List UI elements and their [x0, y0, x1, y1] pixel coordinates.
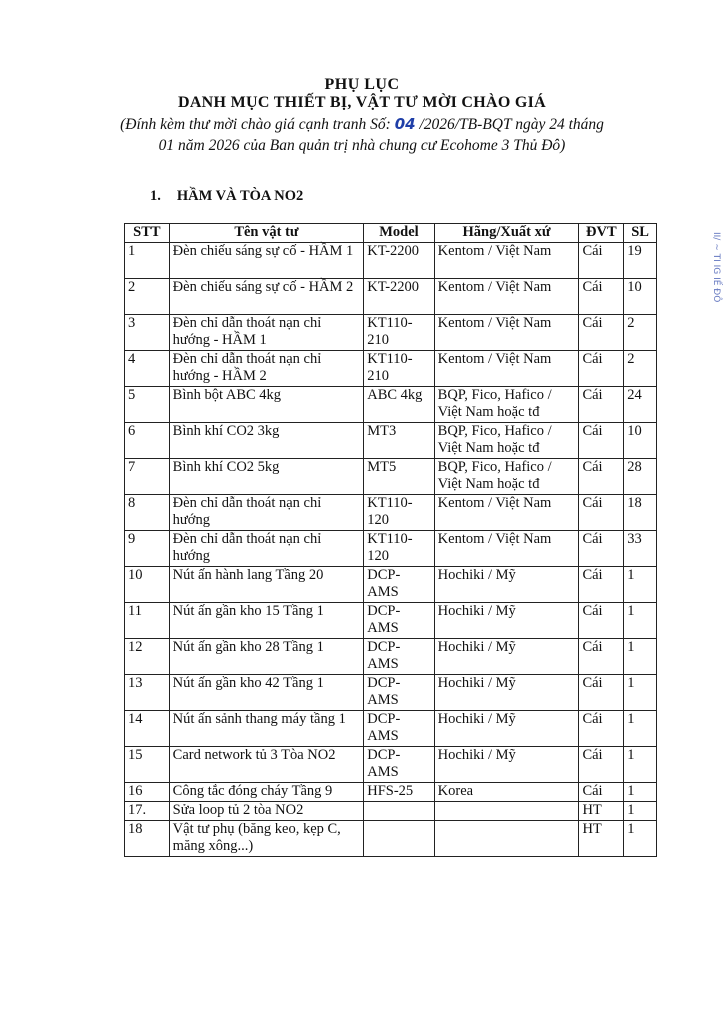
- cell-stt: 16: [125, 783, 170, 802]
- cell-model: HFS-25: [364, 783, 434, 802]
- cell-name: Bình bột ABC 4kg: [169, 387, 364, 423]
- table-row: [125, 531, 657, 567]
- cell-name: Đèn chỉ dẫn thoát nạn chỉ hướng - HẦM 1: [169, 315, 364, 351]
- cell-unit: Cái: [579, 531, 624, 567]
- cell-model: DCP-AMS: [364, 639, 434, 675]
- cell-name: Đèn chiếu sáng sự cố - HẦM 1: [169, 243, 364, 279]
- cell-qty: 1: [624, 821, 657, 857]
- cell-stt: 14: [125, 711, 170, 747]
- cell-brand: Kentom / Việt Nam: [434, 279, 579, 315]
- cell-qty: 1: [624, 747, 657, 783]
- cell-brand: Hochiki / Mỹ: [434, 639, 579, 675]
- cell-qty: 1: [624, 675, 657, 711]
- cell-model: KT110-210: [364, 351, 434, 387]
- cell-name: Card network tủ 3 Tòa NO2: [169, 747, 364, 783]
- cell-unit: Cái: [579, 459, 624, 495]
- cell-name: Vật tư phụ (băng keo, kẹp C, măng xông...): [169, 821, 364, 857]
- cell-model: KT-2200: [364, 279, 434, 315]
- cell-stt: 13: [125, 675, 170, 711]
- cell-qty: 1: [624, 639, 657, 675]
- cell-name: Nút ấn gần kho 15 Tầng 1: [169, 603, 364, 639]
- table-row: [125, 495, 657, 531]
- table-header-row: [125, 224, 657, 243]
- cell-name: Nút ấn sảnh thang máy tầng 1: [169, 711, 364, 747]
- cell-qty: 1: [624, 783, 657, 802]
- table-row: [125, 675, 657, 711]
- cell-unit: Cái: [579, 423, 624, 459]
- col-unit: ĐVT: [579, 224, 624, 243]
- table-row: [125, 243, 657, 279]
- cell-unit: Cái: [579, 495, 624, 531]
- margin-stamp: II/ ~ TI IG IẾ ĐÔ: [711, 232, 721, 303]
- cell-brand: Kentom / Việt Nam: [434, 243, 579, 279]
- table-row: [125, 459, 657, 495]
- cell-brand: Kentom / Việt Nam: [434, 315, 579, 351]
- cell-unit: Cái: [579, 711, 624, 747]
- cell-qty: 2: [624, 315, 657, 351]
- cell-unit: HT: [579, 802, 624, 821]
- items-body: [125, 243, 657, 857]
- cell-qty: 33: [624, 531, 657, 567]
- cell-name: Bình khí CO2 5kg: [169, 459, 364, 495]
- list-title: DANH MỤC THIẾT BỊ, VẬT TƯ MỜI CHÀO GIÁ: [177, 94, 547, 111]
- cell-brand: Kentom / Việt Nam: [434, 351, 579, 387]
- cell-unit: Cái: [579, 747, 624, 783]
- col-model: Model: [364, 224, 434, 243]
- cell-brand: Hochiki / Mỹ: [434, 711, 579, 747]
- cell-qty: 1: [624, 711, 657, 747]
- cell-model: MT5: [364, 459, 434, 495]
- section-heading: [150, 188, 303, 205]
- cell-stt: 8: [125, 495, 170, 531]
- table-row: [125, 603, 657, 639]
- cell-name: Đèn chỉ dẫn thoát nạn chỉ hướng: [169, 495, 364, 531]
- cell-stt: 10: [125, 567, 170, 603]
- cell-unit: Cái: [579, 675, 624, 711]
- table-row: [125, 802, 657, 821]
- cell-unit: Cái: [579, 783, 624, 802]
- cell-qty: 24: [624, 387, 657, 423]
- cell-qty: 1: [624, 567, 657, 603]
- table-row: [125, 783, 657, 802]
- cell-qty: 2: [624, 351, 657, 387]
- cell-stt: 11: [125, 603, 170, 639]
- cell-stt: 1: [125, 243, 170, 279]
- cell-name: Công tắc đóng cháy Tầng 9: [169, 783, 364, 802]
- cell-stt: 12: [125, 639, 170, 675]
- cell-stt: 4: [125, 351, 170, 387]
- cell-model: DCP-AMS: [364, 711, 434, 747]
- cell-unit: Cái: [579, 567, 624, 603]
- section-number: 1.: [150, 188, 161, 204]
- cell-model: [364, 821, 434, 857]
- cell-unit: Cái: [579, 603, 624, 639]
- cell-brand: [434, 821, 579, 857]
- cell-model: KT110-210: [364, 315, 434, 351]
- cell-unit: Cái: [579, 315, 624, 351]
- cell-brand: [434, 802, 579, 821]
- cell-model: DCP-AMS: [364, 675, 434, 711]
- items-table: [124, 223, 657, 857]
- cell-unit: Cái: [579, 351, 624, 387]
- cell-qty: 19: [624, 243, 657, 279]
- cell-name: Nút ấn gần kho 42 Tầng 1: [169, 675, 364, 711]
- cell-brand: Kentom / Việt Nam: [434, 495, 579, 531]
- cell-stt: 15: [125, 747, 170, 783]
- cell-qty: 28: [624, 459, 657, 495]
- cell-model: MT3: [364, 423, 434, 459]
- note-line-2: 01 năm 2026 của Ban quản trị nhà chung cư Ecohome 3 Thủ Đô): [158, 137, 566, 154]
- col-brand: Hãng/Xuất xứ: [434, 224, 579, 243]
- cell-qty: 10: [624, 423, 657, 459]
- cell-model: KT110-120: [364, 495, 434, 531]
- cell-stt: 5: [125, 387, 170, 423]
- table-row: [125, 567, 657, 603]
- table-row: [125, 279, 657, 315]
- cell-unit: Cái: [579, 279, 624, 315]
- cell-unit: Cái: [579, 243, 624, 279]
- cell-name: Sửa loop tủ 2 tòa NO2: [169, 802, 364, 821]
- table-row: [125, 351, 657, 387]
- table-row: [125, 315, 657, 351]
- cell-stt: 2: [125, 279, 170, 315]
- cell-brand: Kentom / Việt Nam: [434, 531, 579, 567]
- cell-name: Đèn chỉ dẫn thoát nạn chỉ hướng: [169, 531, 364, 567]
- cell-qty: 18: [624, 495, 657, 531]
- cell-brand: Hochiki / Mỹ: [434, 567, 579, 603]
- section-title: HẦM VÀ TÒA NO2: [176, 188, 304, 204]
- cell-brand: Hochiki / Mỹ: [434, 675, 579, 711]
- cell-name: Bình khí CO2 3kg: [169, 423, 364, 459]
- cell-name: Nút ấn hành lang Tầng 20: [169, 567, 364, 603]
- cell-brand: BQP, Fico, Hafico / Việt Nam hoặc tđ: [434, 387, 579, 423]
- cell-model: DCP-AMS: [364, 747, 434, 783]
- cell-unit: HT: [579, 821, 624, 857]
- cell-qty: 1: [624, 802, 657, 821]
- cell-stt: 6: [125, 423, 170, 459]
- table-row: [125, 821, 657, 857]
- handwritten-number: 04: [394, 115, 416, 133]
- cell-model: KT110-120: [364, 531, 434, 567]
- table-row: [125, 423, 657, 459]
- cell-model: ABC 4kg: [364, 387, 434, 423]
- table-row: [125, 387, 657, 423]
- cell-model: DCP-AMS: [364, 603, 434, 639]
- cell-model: DCP-AMS: [364, 567, 434, 603]
- cell-unit: Cái: [579, 387, 624, 423]
- col-qty: SL: [624, 224, 657, 243]
- cell-stt: 17.: [125, 802, 170, 821]
- table-row: [125, 639, 657, 675]
- col-stt: STT: [125, 224, 170, 243]
- table-row: [125, 747, 657, 783]
- cell-brand: Hochiki / Mỹ: [434, 603, 579, 639]
- cell-stt: 3: [125, 315, 170, 351]
- note-prefix: (Đính kèm thư mời chào giá cạnh tranh Số:: [120, 116, 395, 133]
- cell-brand: Korea: [434, 783, 579, 802]
- cell-stt: 18: [125, 821, 170, 857]
- col-name: Tên vật tư: [169, 224, 364, 243]
- appendix-title: PHỤ LỤC: [324, 76, 400, 93]
- cell-model: [364, 802, 434, 821]
- cell-qty: 10: [624, 279, 657, 315]
- cell-stt: 9: [125, 531, 170, 567]
- cell-brand: BQP, Fico, Hafico / Việt Nam hoặc tđ: [434, 423, 579, 459]
- cell-name: Đèn chỉ dẫn thoát nạn chỉ hướng - HẦM 2: [169, 351, 364, 387]
- cell-name: Nút ấn gần kho 28 Tầng 1: [169, 639, 364, 675]
- cell-model: KT-2200: [364, 243, 434, 279]
- cell-stt: 7: [125, 459, 170, 495]
- table-row: [125, 711, 657, 747]
- cell-name: Đèn chiếu sáng sự cố - HẦM 2: [169, 279, 364, 315]
- cell-brand: BQP, Fico, Hafico / Việt Nam hoặc tđ: [434, 459, 579, 495]
- cell-brand: Hochiki / Mỹ: [434, 747, 579, 783]
- note-suffix: /2026/TB-BQT ngày 24 tháng: [415, 116, 604, 133]
- cell-qty: 1: [624, 603, 657, 639]
- attachment-note: [0, 114, 724, 156]
- cell-unit: Cái: [579, 639, 624, 675]
